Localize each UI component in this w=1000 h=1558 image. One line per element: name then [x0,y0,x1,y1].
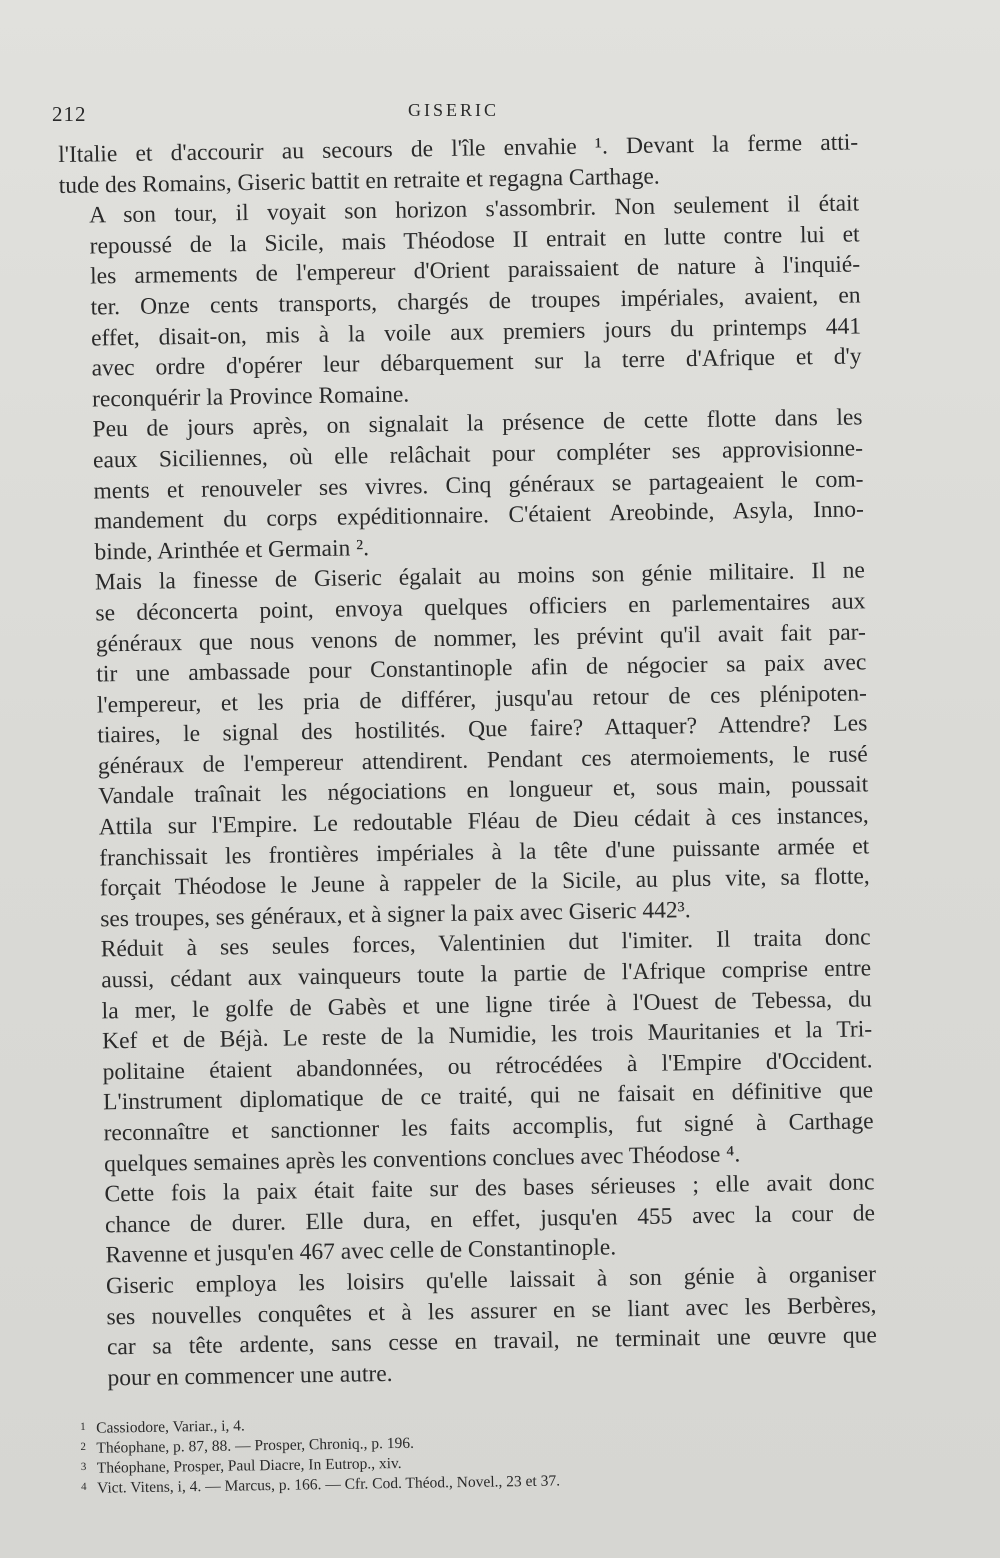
footnote-text: Théophane, Prosper, Paul Diacre, In Eutrop., xiv. [96,1454,402,1477]
text-line: ments et renouveler ses vivres. Cinq généraux se partageaient le com- [93,465,864,505]
paragraph [70,923,874,1180]
text-line: ses nouvelles conquêtes et à les assurer en se liant avec les Berbères, [106,1291,877,1330]
text-line: ses troupes, ses généraux, et à signer la paix avec Giseric 442³. [100,897,691,933]
text-line: car sa tête ardente, sans cesse en travail, ne terminait une œuvre que [106,1322,878,1361]
paragraph [74,1167,875,1271]
paragraph [65,556,871,936]
text-line: franchissait les frontières impériales à la tête d'une puissante armée et [99,833,870,872]
text-line: la mer, le golfe de Gabès et une ligne tirée à l'Ouest de Tebessa, du [101,985,872,1025]
text-line: forçait Théodose le Jeune à rappeler de la Sicile, au plus vite, sa flotte, [99,863,870,902]
text-line: reconnaître et sanctionner les faits accomplis, fut signé à Carthage [103,1108,874,1147]
footnote-number: 2 [80,1440,87,1453]
text-line: l'empereur, et les pria de différer, jusqu'au retour de ces plénipoten- [96,680,867,719]
text-line: l'Italie et d'accourir au secours de l'île envahie ¹. Devant la ferme atti- [58,129,859,168]
text-line: repoussé de la Sicile, mais Théodose II entrait en lutte contre lui et [89,221,860,260]
text-line: généraux de l'empereur attendirent. Pendant ces atermoiements, le rusé [97,741,868,780]
paragraph [59,189,862,416]
text-line: Giseric employa les loisirs qu'elle laissait à son génie à organiser [105,1261,877,1300]
text-line: mandement du corps expéditionnaire. C'étaient Areobinde, Asyla, Inno- [93,496,865,535]
footnote-text: Cassiodore, Variar., i, 4. [96,1417,245,1437]
text-line: avec ordre d'opérer leur débarquement sur la terre d'Afrique et d'y [91,343,862,382]
text-line: généraux que nous venons de nommer, les prévint qu'il avait fait par- [95,618,867,657]
footnote-number: 4 [80,1480,87,1493]
text-line: politaine étaient abandonnées, ou rétrocédées à l'Empire d'Occident. [102,1047,873,1086]
text-line: reconquérir la Province Romaine. [91,381,410,413]
text-line: ter. Onze cents transports, chargés de troupes impériales, avaient, en [90,282,861,321]
running-head [52,98,872,128]
footnote-number: 1 [80,1420,86,1433]
text-line: Cette fois la paix était faite sur des bases sérieuses ; elle avait donc [104,1169,875,1208]
paragraph [62,403,864,569]
footnote-number: 3 [80,1460,87,1473]
text-line: se déconcerta point, envoya quelques officiers en parlementaires aux [95,588,866,627]
running-title: GISERIC [408,100,500,120]
footnotes [80,1407,801,1498]
text-line: Vandale traînait les négociations en longueur et, sous main, poussait [98,771,869,810]
text-line: Ravenne et jusqu'en 467 avec celle de Constantinople. [105,1234,617,1269]
text-line: binde, Arinthée et Germain ². [94,534,370,566]
body-text [58,127,878,1394]
text-line: tir une ambassade pour Constantinople afin de négocier sa paix avec [96,649,867,688]
footnote-text: Vict. Vitens, i, 4. — Marcus, p. 166. — Cfr. Cod. Théod., Novel., 23 et 37. [96,1472,561,1497]
text-line: L'instrument diplomatique de ce traité, qui ne faisait en définitive que [102,1077,874,1116]
text-line: Mais la finesse de Giseric égalait au moins son génie militaire. Il ne [94,557,866,596]
text-line: les armements de l'empereur d'Orient paraissaient de nature à l'inquié- [89,251,861,290]
text-line: Réduit à ses seules forces, Valentinien dut l'imiter. Il traita donc [100,924,871,963]
text-line: eaux Siciliennes, où elle relâchait pour compléter ses approvisionne- [92,435,864,474]
paragraph [76,1259,878,1394]
text-line: A son tour, il voyait son horizon s'assombrir. Non seulement il était [88,190,860,229]
text-line: quelques semaines après les conventions conclues avec Théodose ⁴. [103,1141,741,1177]
text-line: tiaires, le signal des hostilités. Que faire? Attaquer? Attendre? Les [97,710,868,749]
page-number: 212 [52,102,87,126]
text-line: aussi, cédant aux vainqueurs toute la partie de l'Afrique comprise entre [101,955,872,994]
text-line: pour en commencer une autre. [107,1360,393,1392]
footnote-text: Théophane, p. 87, 88. — Prosper, Chroniq., p. 196. [96,1434,415,1457]
text-line: Attila sur l'Empire. Le redoutable Fléau de Dieu cédait à ces instances, [98,802,869,841]
text-line: Peu de jours après, on signalait la présence de cette flotte dans les [92,404,863,443]
text-line: tude des Romains, Giseric battit en retraite et regagna Carthage. [58,163,660,199]
text-line: effet, disait-on, mis à la voile aux premiers jours du printemps 441 [90,312,862,352]
text-line: Kef et de Béjà. Le reste de la Numidie, les trois Mauritanies et la Tri- [101,1016,873,1055]
text-line: chance de durer. Elle dura, en effet, jusqu'en 455 avec la cour de [104,1200,876,1239]
